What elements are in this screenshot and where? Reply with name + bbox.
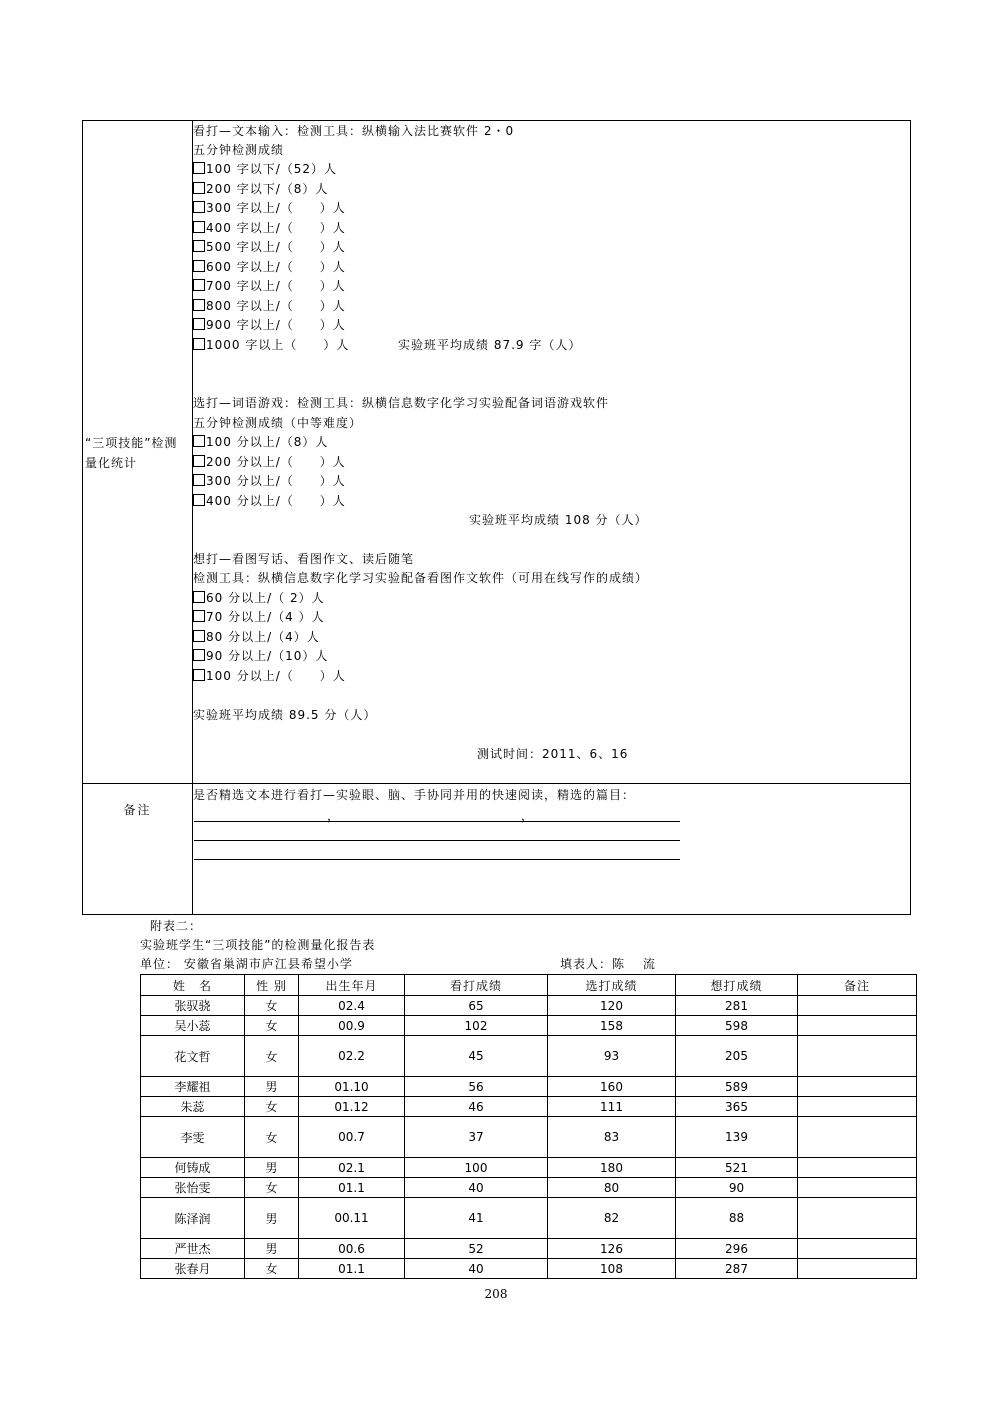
row-divider bbox=[83, 783, 910, 784]
cell-xuanda: 111 bbox=[548, 1097, 676, 1117]
cell-note bbox=[798, 1198, 917, 1239]
page-number: 208 bbox=[484, 1287, 508, 1301]
cell-name: 陈泽润 bbox=[141, 1198, 245, 1239]
cell-name: 张驭骁 bbox=[141, 996, 245, 1016]
cell-xiangda: 287 bbox=[676, 1259, 798, 1279]
cell-xuanda: 126 bbox=[548, 1239, 676, 1259]
cell-gender: 女 bbox=[245, 1117, 299, 1158]
kanda-item: 300 字以上/（ ）人 bbox=[193, 198, 346, 218]
cell-xuanda: 180 bbox=[548, 1158, 676, 1178]
cell-kanda: 40 bbox=[405, 1259, 548, 1279]
checkbox[interactable] bbox=[193, 338, 205, 350]
cell-xuanda: 120 bbox=[548, 996, 676, 1016]
blank-line[interactable] bbox=[194, 821, 680, 822]
cell-birth: 01.1 bbox=[299, 1259, 405, 1279]
kanda-item: 500 字以上/（ ）人 bbox=[193, 237, 346, 257]
table-row bbox=[141, 1239, 917, 1259]
cell-kanda: 41 bbox=[405, 1198, 548, 1239]
header-kanda: 看打成绩 bbox=[405, 975, 548, 996]
kanda-item: 700 字以上/（ ）人 bbox=[193, 276, 346, 296]
table-row bbox=[141, 1259, 917, 1279]
cell-gender: 男 bbox=[245, 1158, 299, 1178]
table-row bbox=[141, 1036, 917, 1077]
xuanda-item: 400 分以上/（ ）人 bbox=[193, 491, 346, 511]
cell-birth: 02.4 bbox=[299, 996, 405, 1016]
cell-note bbox=[798, 1036, 917, 1077]
blank-line[interactable] bbox=[194, 859, 680, 860]
xiangda-item: 60 分以上/（ 2）人 bbox=[193, 588, 325, 608]
checkbox[interactable] bbox=[193, 240, 205, 252]
cell-birth: 01.10 bbox=[299, 1077, 405, 1097]
cell-xiangda: 205 bbox=[676, 1036, 798, 1077]
note-comma: ， bbox=[327, 809, 340, 823]
checkbox[interactable] bbox=[193, 221, 205, 233]
kanda-subtitle: 五分钟检测成绩 bbox=[193, 143, 285, 157]
cell-name: 李雯 bbox=[141, 1117, 245, 1158]
cell-gender: 男 bbox=[245, 1198, 299, 1239]
grades-table bbox=[140, 974, 917, 1279]
cell-xuanda: 82 bbox=[548, 1198, 676, 1239]
note-text: 是否精选文本进行看打—实验眼、脑、手协同并用的快速阅读，精选的篇目： bbox=[193, 788, 636, 802]
header-xuanda: 选打成绩 bbox=[548, 975, 676, 996]
cell-gender: 女 bbox=[245, 1178, 299, 1198]
cell-gender: 男 bbox=[245, 1239, 299, 1259]
checkbox[interactable] bbox=[193, 474, 205, 486]
cell-xiangda: 88 bbox=[676, 1198, 798, 1239]
cell-gender: 女 bbox=[245, 1016, 299, 1036]
header-xiangda: 想打成绩 bbox=[676, 975, 798, 996]
kanda-title: 看打—文本输入：检测工具：纵横输入法比赛软件 2・0 bbox=[193, 124, 515, 138]
xiangda-average: 实验班平均成绩 89.5 分（人） bbox=[193, 708, 377, 722]
kanda-item: 600 字以上/（ ）人 bbox=[193, 257, 346, 277]
xiangda-subtitle: 检测工具：纵横信息数字化学习实验配备看图作文软件（可用在线写作的成绩） bbox=[193, 571, 649, 585]
cell-kanda: 52 bbox=[405, 1239, 548, 1259]
cell-birth: 00.11 bbox=[299, 1198, 405, 1239]
checkbox[interactable] bbox=[193, 260, 205, 272]
table-row bbox=[141, 1198, 917, 1239]
table-row bbox=[141, 1097, 917, 1117]
kanda-item: 100 字以下/（52）人 bbox=[193, 159, 337, 179]
cell-xiangda: 281 bbox=[676, 996, 798, 1016]
cell-kanda: 46 bbox=[405, 1097, 548, 1117]
cell-note bbox=[798, 996, 917, 1016]
cell-name: 何铸成 bbox=[141, 1158, 245, 1178]
cell-note bbox=[798, 1097, 917, 1117]
kanda-item: 900 字以上/（ ）人 bbox=[193, 315, 346, 335]
cell-xiangda: 521 bbox=[676, 1158, 798, 1178]
kanda-average: 实验班平均成绩 87.9 字（人） bbox=[398, 338, 582, 352]
cell-birth: 00.6 bbox=[299, 1239, 405, 1259]
cell-xiangda: 589 bbox=[676, 1077, 798, 1097]
cell-name: 张怡雯 bbox=[141, 1178, 245, 1198]
cell-gender: 女 bbox=[245, 996, 299, 1016]
xuanda-average: 实验班平均成绩 108 分（人） bbox=[469, 513, 648, 527]
cell-xuanda: 108 bbox=[548, 1259, 676, 1279]
cell-name: 李耀祖 bbox=[141, 1077, 245, 1097]
cell-name: 严世杰 bbox=[141, 1239, 245, 1259]
blank-line[interactable] bbox=[194, 840, 680, 841]
checkbox[interactable] bbox=[193, 299, 205, 311]
cell-note bbox=[798, 1016, 917, 1036]
appendix-subtitle: 实验班学生“三项技能”的检测量化报告表 bbox=[140, 938, 376, 952]
kanda-item: 1000 字以上（ ）人 bbox=[193, 335, 349, 355]
xuanda-item: 200 分以上/（ ）人 bbox=[193, 452, 346, 472]
checkbox[interactable] bbox=[193, 182, 205, 194]
header-name: 姓 名 bbox=[141, 975, 245, 996]
table-row bbox=[141, 996, 917, 1016]
note-label: 备注 bbox=[123, 803, 152, 817]
checkbox[interactable] bbox=[193, 494, 205, 506]
xiangda-item: 80 分以上/（4）人 bbox=[193, 627, 320, 647]
filler-label: 填表人：陈 流 bbox=[560, 957, 656, 971]
cell-note bbox=[798, 1178, 917, 1198]
cell-kanda: 65 bbox=[405, 996, 548, 1016]
appendix-title: 附表二： bbox=[150, 919, 203, 933]
cell-gender: 女 bbox=[245, 1259, 299, 1279]
cell-xiangda: 365 bbox=[676, 1097, 798, 1117]
cell-gender: 女 bbox=[245, 1036, 299, 1077]
checkbox[interactable] bbox=[193, 630, 205, 642]
xuanda-item: 300 分以上/（ ）人 bbox=[193, 471, 346, 491]
checkbox[interactable] bbox=[193, 279, 205, 291]
kanda-item: 400 字以上/（ ）人 bbox=[193, 218, 346, 238]
unit-label: 单位： 安徽省巢湖市庐江县希望小学 bbox=[140, 957, 353, 971]
cell-xuanda: 80 bbox=[548, 1178, 676, 1198]
kanda-item: 200 字以下/（8）人 bbox=[193, 179, 328, 199]
cell-birth: 00.7 bbox=[299, 1117, 405, 1158]
cell-xuanda: 83 bbox=[548, 1117, 676, 1158]
cell-xuanda: 158 bbox=[548, 1016, 676, 1036]
cell-kanda: 100 bbox=[405, 1158, 548, 1178]
cell-name: 吴小蕊 bbox=[141, 1016, 245, 1036]
cell-gender: 男 bbox=[245, 1077, 299, 1097]
cell-xuanda: 160 bbox=[548, 1077, 676, 1097]
checkbox[interactable] bbox=[193, 318, 205, 330]
cell-note bbox=[798, 1239, 917, 1259]
checkbox[interactable] bbox=[193, 669, 205, 681]
cell-note bbox=[798, 1077, 917, 1097]
cell-kanda: 102 bbox=[405, 1016, 548, 1036]
kanda-item: 800 字以上/（ ）人 bbox=[193, 296, 346, 316]
skills-form bbox=[82, 120, 911, 915]
section-label: “三项技能”检测量化统计 bbox=[85, 436, 178, 470]
cell-note bbox=[798, 1158, 917, 1178]
cell-xuanda: 93 bbox=[548, 1036, 676, 1077]
checkbox[interactable] bbox=[193, 455, 205, 467]
cell-birth: 01.1 bbox=[299, 1178, 405, 1198]
note-comma: ， bbox=[521, 809, 534, 823]
cell-birth: 01.12 bbox=[299, 1097, 405, 1117]
cell-xiangda: 90 bbox=[676, 1178, 798, 1198]
cell-kanda: 56 bbox=[405, 1077, 548, 1097]
cell-birth: 02.2 bbox=[299, 1036, 405, 1077]
checkbox[interactable] bbox=[193, 610, 205, 622]
checkbox[interactable] bbox=[193, 649, 205, 661]
cell-xiangda: 296 bbox=[676, 1239, 798, 1259]
xuanda-subtitle: 五分钟检测成绩（中等难度） bbox=[193, 416, 363, 430]
checkbox[interactable] bbox=[193, 591, 205, 603]
table-row bbox=[141, 1117, 917, 1158]
xiangda-item: 70 分以上/（4 ）人 bbox=[193, 607, 325, 627]
cell-gender: 女 bbox=[245, 1097, 299, 1117]
xiangda-item: 90 分以上/（10）人 bbox=[193, 646, 328, 666]
checkbox[interactable] bbox=[193, 162, 205, 174]
checkbox[interactable] bbox=[193, 435, 205, 447]
xiangda-title: 想打—看图写话、看图作文、读后随笔 bbox=[193, 552, 415, 566]
cell-name: 朱蕊 bbox=[141, 1097, 245, 1117]
header-birth: 出生年月 bbox=[299, 975, 405, 996]
table-row bbox=[141, 1016, 917, 1036]
cell-kanda: 40 bbox=[405, 1178, 548, 1198]
cell-birth: 00.9 bbox=[299, 1016, 405, 1036]
cell-note bbox=[798, 1259, 917, 1279]
table-row bbox=[141, 1178, 917, 1198]
header-note: 备注 bbox=[798, 975, 917, 996]
xuanda-item: 100 分以上/（8）人 bbox=[193, 432, 328, 452]
cell-note bbox=[798, 1117, 917, 1158]
cell-xiangda: 139 bbox=[676, 1117, 798, 1158]
checkbox[interactable] bbox=[193, 201, 205, 213]
table-row bbox=[141, 1158, 917, 1178]
cell-kanda: 37 bbox=[405, 1117, 548, 1158]
xuanda-title: 选打—词语游戏：检测工具：纵横信息数字化学习实验配备词语游戏软件 bbox=[193, 396, 610, 410]
test-time: 测试时间：2011、6、16 bbox=[477, 747, 629, 761]
cell-name: 花文哲 bbox=[141, 1036, 245, 1077]
cell-xiangda: 598 bbox=[676, 1016, 798, 1036]
cell-name: 张春月 bbox=[141, 1259, 245, 1279]
cell-birth: 02.1 bbox=[299, 1158, 405, 1178]
xiangda-item: 100 分以上/（ ）人 bbox=[193, 666, 346, 686]
cell-kanda: 45 bbox=[405, 1036, 548, 1077]
table-row bbox=[141, 1077, 917, 1097]
header-gender: 性 别 bbox=[245, 975, 299, 996]
